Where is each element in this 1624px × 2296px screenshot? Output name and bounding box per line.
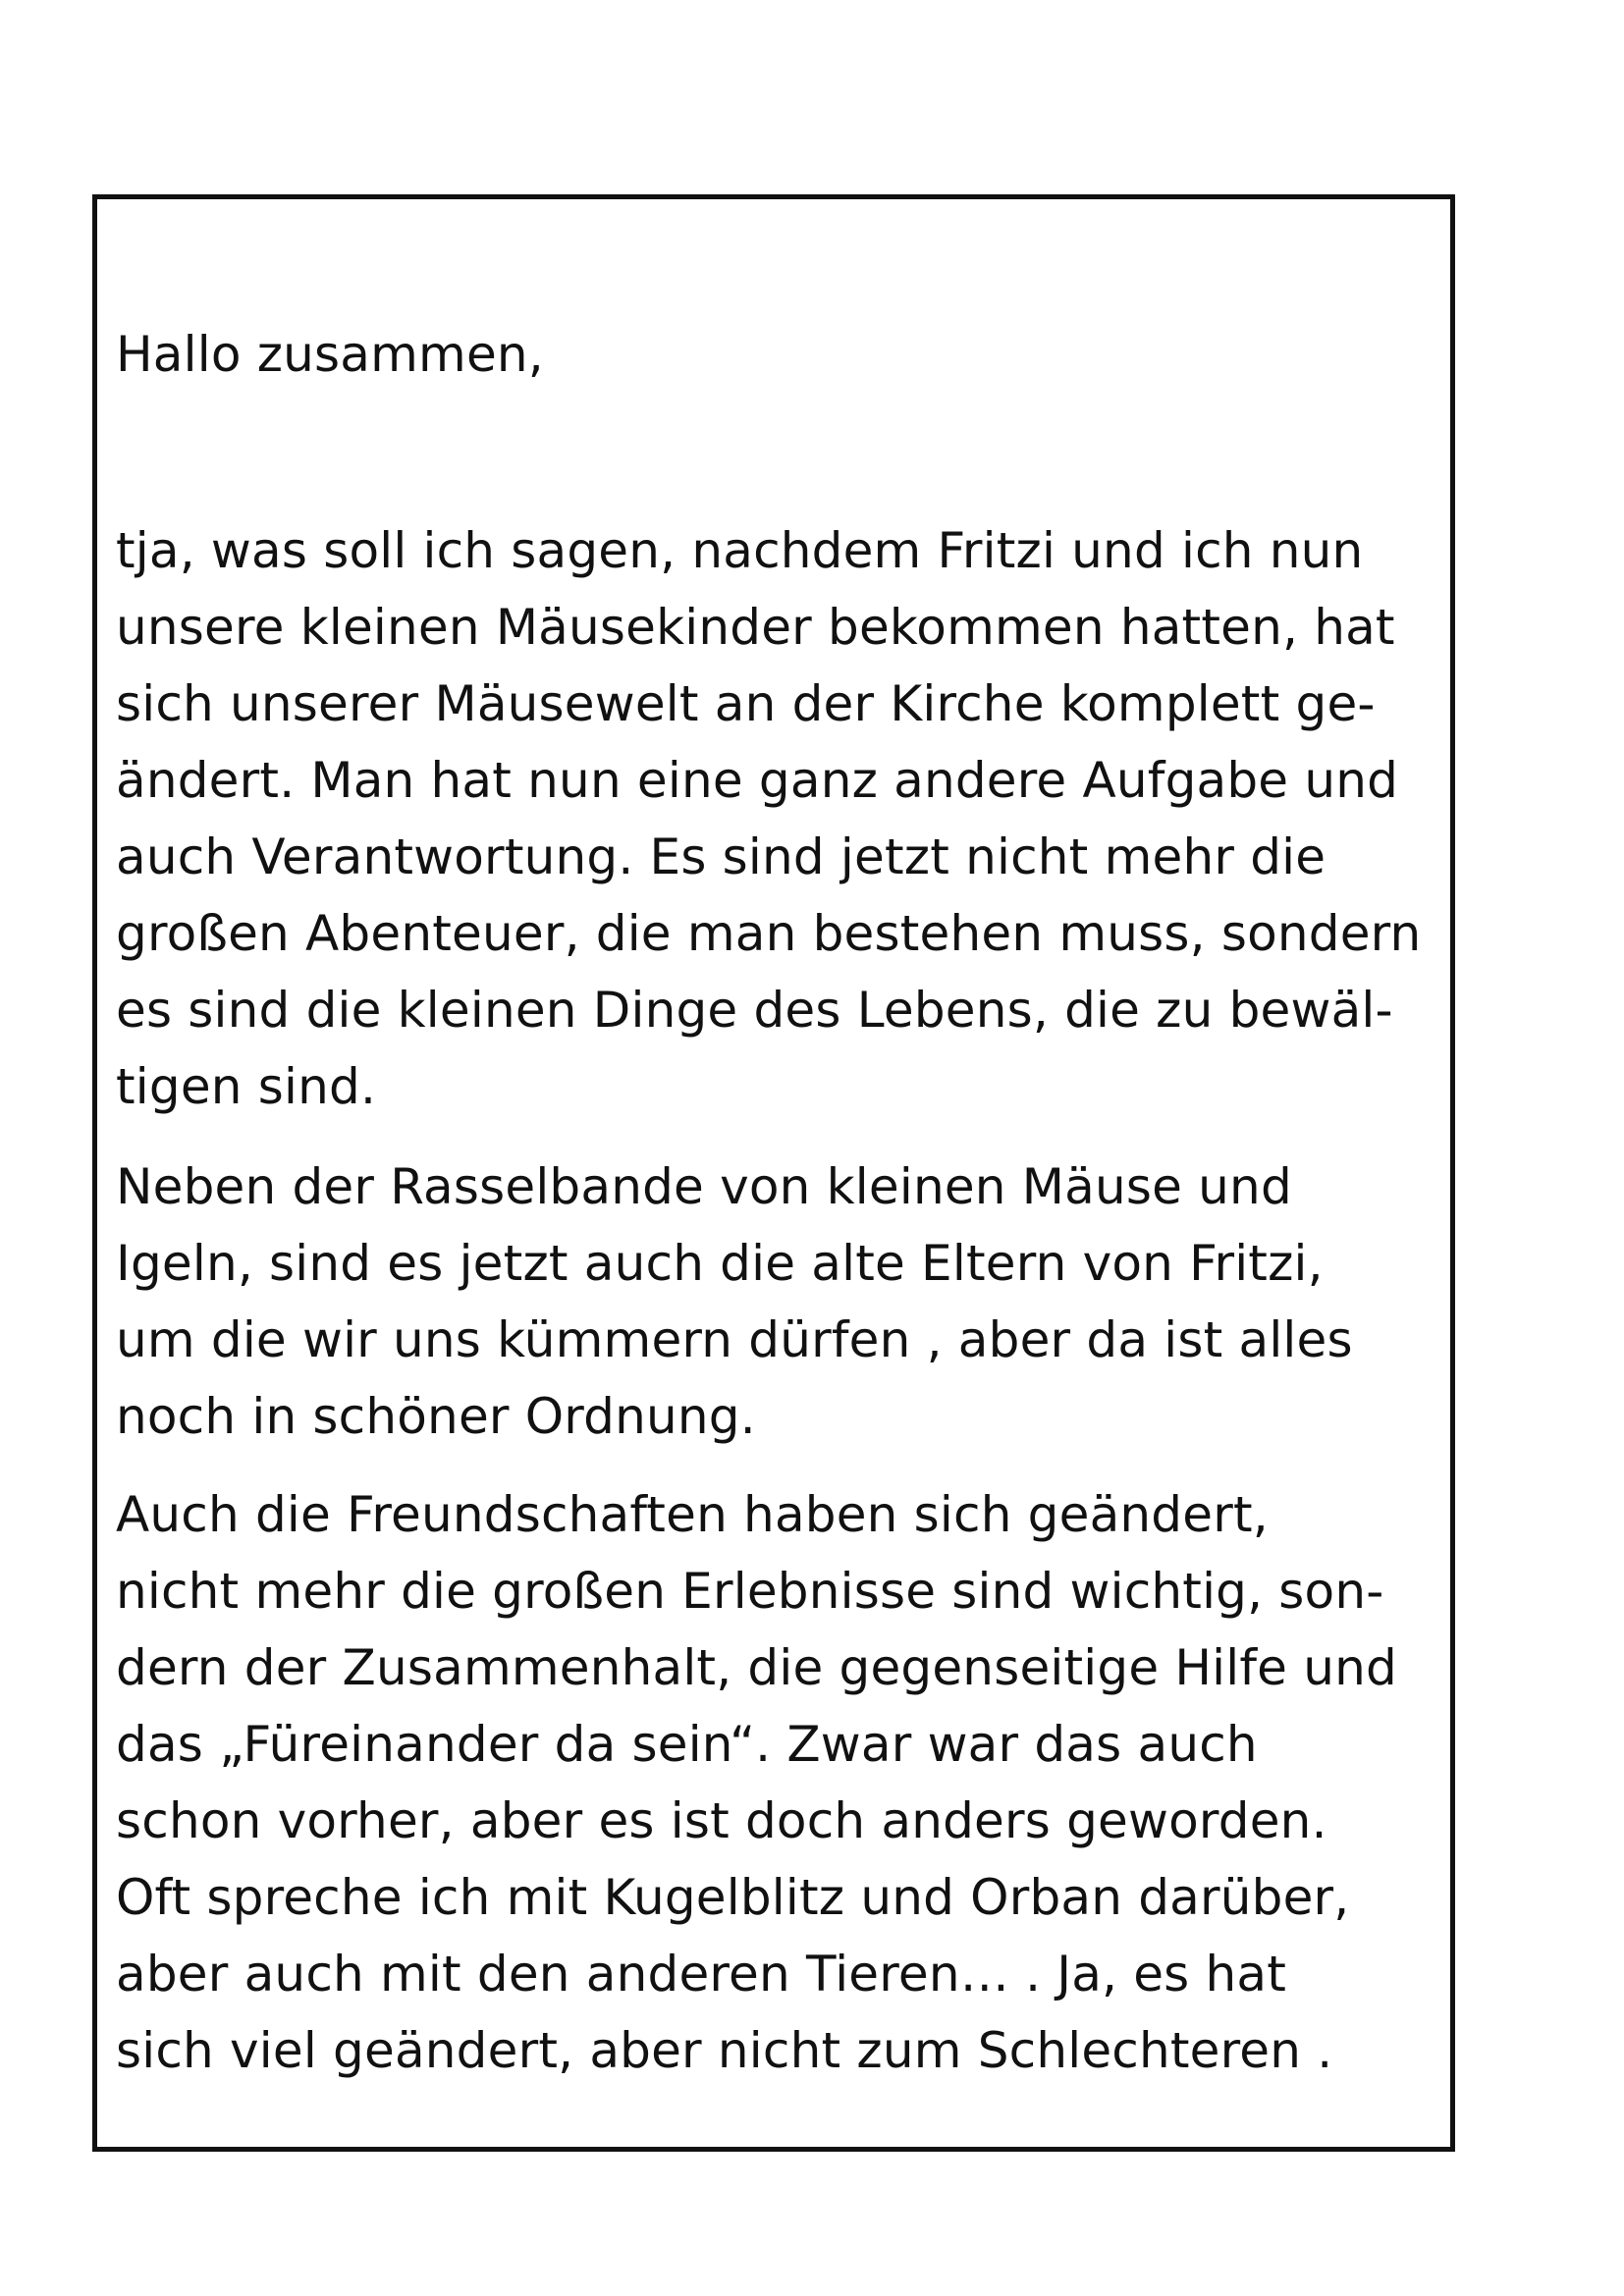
paragraph3-line-4: das „Füreinander da sein“. Zwar war das auch bbox=[116, 1716, 1258, 1773]
paragraph1-line-7: es sind die kleinen Dinge des Lebens, die zu bewäl- bbox=[116, 982, 1393, 1039]
paragraph2-line-4: noch in schöner Ordnung. bbox=[116, 1388, 756, 1445]
paragraph3-line-3: dern der Zusammenhalt, die gegenseitige Hilfe und bbox=[116, 1639, 1397, 1696]
paragraph2-line-1: Neben der Rasselbande von kleinen Mäuse und bbox=[116, 1158, 1292, 1215]
paragraph1-line-8: tigen sind. bbox=[116, 1058, 377, 1115]
greeting: Hallo zusammen, bbox=[116, 326, 544, 383]
paragraph1-line-5: auch Verantwortung. Es sind jetzt nicht mehr die bbox=[116, 828, 1326, 885]
paragraph2-line-2: Igeln, sind es jetzt auch die alte Eltern von Fritzi, bbox=[116, 1235, 1324, 1292]
paragraph1-line-6: großen Abenteuer, die man bestehen muss, sondern bbox=[116, 905, 1422, 962]
paragraph1-line-2: unsere kleinen Mäusekinder bekommen hatten, hat bbox=[116, 599, 1395, 656]
paragraph1-line-1: tja, was soll ich sagen, nachdem Fritzi und ich nun bbox=[116, 522, 1364, 579]
paragraph2-line-3: um die wir uns kümmern dürfen , aber da ist alles bbox=[116, 1311, 1353, 1368]
paragraph3-line-7: aber auch mit den anderen Tieren… . Ja, es hat bbox=[116, 1946, 1287, 2002]
paragraph3-line-6: Oft spreche ich mit Kugelblitz und Orban darüber, bbox=[116, 1869, 1350, 1926]
paragraph3-line-5: schon vorher, aber es ist doch anders geworden. bbox=[116, 1792, 1327, 1849]
paragraph3-line-2: nicht mehr die großen Erlebnisse sind wichtig, son- bbox=[116, 1563, 1384, 1620]
paragraph3-line-1: Auch die Freundschaften haben sich geändert, bbox=[116, 1486, 1269, 1543]
paragraph1-line-4: ändert. Man hat nun eine ganz andere Aufgabe und bbox=[116, 752, 1399, 809]
paragraph3-line-8: sich viel geändert, aber nicht zum Schlechteren . bbox=[116, 2022, 1333, 2079]
paragraph1-line-3: sich unserer Mäusewelt an der Kirche komplett ge- bbox=[116, 675, 1376, 732]
